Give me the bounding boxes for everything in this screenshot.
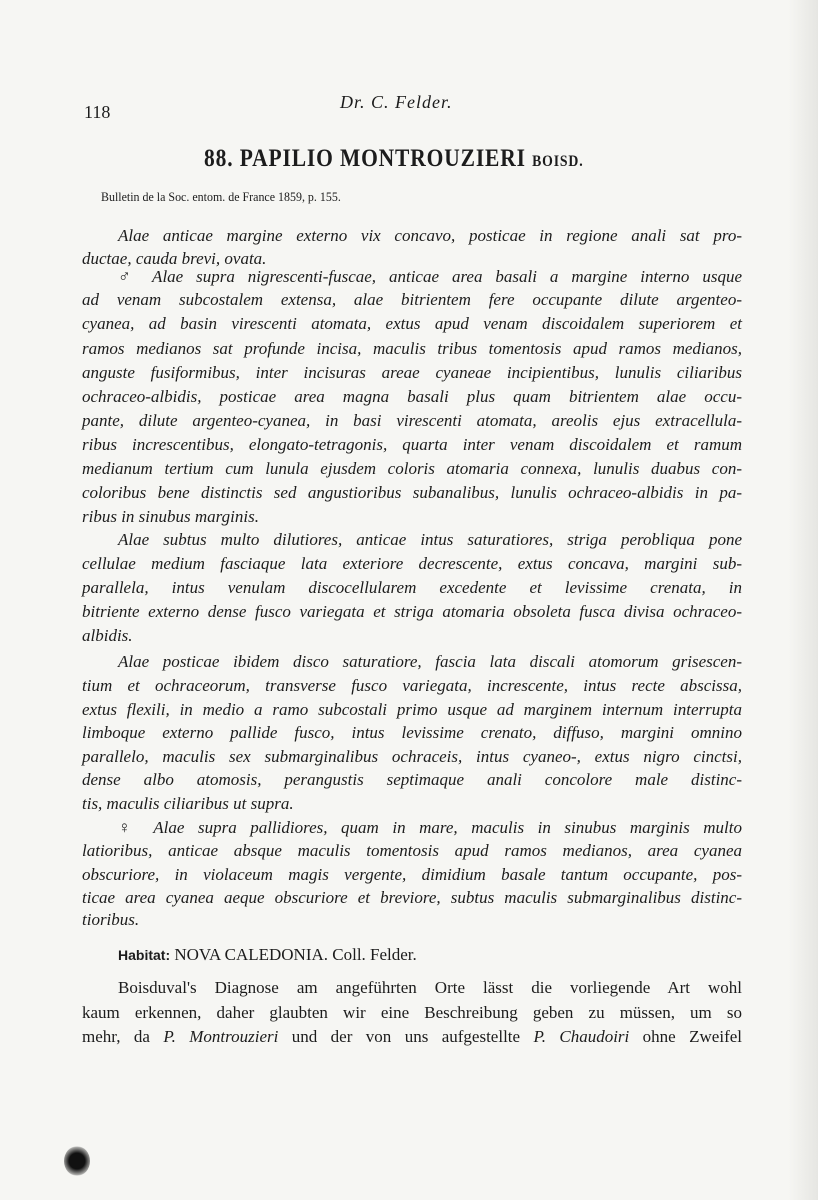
text-line — [82, 675, 742, 697]
running-head: Dr. C. Felder. — [340, 92, 453, 112]
text-line — [118, 529, 742, 551]
text-line — [82, 434, 742, 456]
text-segment: albidis. — [82, 626, 133, 645]
text-line — [82, 458, 742, 480]
bibliographic-citation: Bulletin de la Soc. entom. de France 1859, p. 155. — [101, 189, 341, 204]
text-segment: tioribus. — [82, 910, 140, 929]
text-segment: cellulae medium fasciaque lata exteriore decrescente, extus concava, margini sub- — [82, 554, 742, 573]
text-line — [82, 1026, 742, 1048]
text-segment: kaum erkennen, daher glaubten wir eine Beschreibung geben zu müssen, um so — [82, 1003, 742, 1022]
text-line — [118, 651, 742, 673]
text-segment: tis, maculis ciliaribus ut supra. — [82, 794, 294, 813]
text-line — [82, 746, 742, 768]
text-segment: Alae anticae margine externo vix concavo, posticae in regione anali sat pro- — [118, 226, 742, 245]
text-segment: medianum tertium cum lunula ejusdem coloris atomaria connexa, lunulis duabus con- — [82, 459, 742, 478]
text-line — [82, 338, 742, 360]
text-segment: obscuriore, in violaceum magis vergente, dimidium basale tantum occupante, pos- — [82, 865, 742, 884]
text-segment: parallela, intus venulam discocellularem excedente et levissime crenata, in — [82, 578, 742, 597]
text-segment: ohne Zweifel — [629, 1027, 742, 1046]
text-line — [82, 553, 742, 575]
text-line — [82, 625, 742, 647]
text-line — [82, 887, 742, 909]
text-line — [82, 410, 742, 432]
text-line — [82, 909, 742, 931]
ink-smudge — [64, 1146, 90, 1176]
text-line — [82, 840, 742, 862]
text-segment: Habitat: — [118, 947, 171, 963]
text-line — [82, 506, 742, 528]
page-edge-shadow — [788, 0, 818, 1200]
text-segment: ribus in sinubus marginis. — [82, 507, 259, 526]
text-segment: tium et ochraceorum, transverse fusco variegata, increscente, intus recte abscissa, — [82, 676, 742, 695]
species-number: 88. — [204, 145, 234, 172]
text-line — [82, 864, 742, 886]
species-heading — [204, 145, 584, 173]
text-line — [82, 601, 742, 623]
species-author: BOISD. — [532, 153, 584, 170]
text-line — [82, 722, 742, 744]
text-segment: latioribus, anticae absque maculis tomentosis apud ramos medianos, area cyanea — [82, 841, 742, 860]
text-line — [118, 225, 742, 247]
text-line — [82, 362, 742, 384]
text-segment: bitriente externo dense fusco variegata et striga atomaria obsoleta fusca divisa ochraceo- — [82, 602, 742, 621]
text-line — [118, 977, 742, 999]
text-line — [82, 289, 742, 311]
page-number: 118 — [84, 102, 111, 122]
text-segment: pante, dilute argenteo-cyanea, in basi virescenti atomata, areolis ejus extracellula- — [82, 411, 742, 430]
text-line — [82, 386, 742, 408]
text-segment: Alae subtus multo dilutiores, anticae intus saturatiores, striga perobliqua pone — [118, 530, 742, 549]
text-line — [82, 793, 742, 815]
text-segment: ad venam subcostalem extensa, alae bitrientem fere occupante dilute argenteo- — [82, 290, 742, 309]
text-line — [118, 817, 742, 839]
text-line — [82, 482, 742, 504]
text-segment: coloribus bene distinctis sed angustioribus subanalibus, lunulis ochraceo-albidis in pa- — [82, 483, 742, 502]
text-segment: ribus increscentibus, elongato-tetragonis, quarta inter venam discoidalem et ramum — [82, 435, 742, 454]
text-segment: ♀ Alae supra pallidiores, quam in mare, maculis in sinubus marginis multo — [118, 818, 742, 837]
text-line — [82, 577, 742, 599]
text-segment: mehr, da — [82, 1027, 164, 1046]
text-line — [118, 266, 742, 288]
text-line — [82, 699, 742, 721]
text-segment: limboque externo pallide fusco, intus levissime crenato, diffuso, margini omnino — [82, 723, 742, 742]
text-segment: ochraceo-albidis, posticae area magna basali plus quam bitrientem alae occu- — [82, 387, 742, 406]
text-segment: anguste fusiformibus, inter incisuras areae cyaneae incipientibus, lunulis ciliaribus — [82, 363, 742, 382]
text-segment: ductae, cauda brevi, ovata. — [82, 249, 267, 268]
text-line — [82, 769, 742, 791]
text-segment: ramos medianos sat profunde incisa, maculis tribus tomentosis apud ramos medianos, — [82, 339, 742, 358]
text-segment: ticae area cyanea aeque obscuriore et breviore, subtus maculis submarginalibus distinc- — [82, 888, 742, 907]
text-segment: extus flexili, in medio a ramo subcostali primo usque ad marginem internum interrupta — [82, 700, 742, 719]
text-segment: P. Montrouzieri — [163, 1027, 279, 1046]
text-segment: Alae posticae ibidem disco saturatiore, fascia lata discali atomorum grisescen- — [118, 652, 742, 671]
text-line — [82, 1002, 742, 1024]
text-line — [118, 944, 742, 966]
text-segment: cyanea, ad basin virescenti atomata, extus apud venam discoidalem superiorem et — [82, 314, 742, 333]
text-segment: parallelo, maculis sex submarginalibus ochraceis, intus cyaneo-, extus nigro cinctsi, — [82, 747, 742, 766]
text-segment: Boisduval's Diagnose am angeführten Orte lässt die vorliegende Art wohl — [118, 978, 742, 997]
text-segment: P. Chaudoiri — [533, 1027, 630, 1046]
text-segment: dense albo atomosis, perangustis septimaque anali concolore male distinc- — [82, 770, 742, 789]
text-segment: ♂ Alae supra nigrescenti-fuscae, anticae area basali a margine interno usque — [118, 267, 742, 286]
species-name: PAPILIO MONTROUZIERI — [239, 145, 526, 172]
text-segment: und der von uns aufgestellte — [278, 1027, 534, 1046]
text-segment: NOVA CALEDONIA. Coll. Felder. — [170, 945, 417, 964]
text-line — [82, 313, 742, 335]
